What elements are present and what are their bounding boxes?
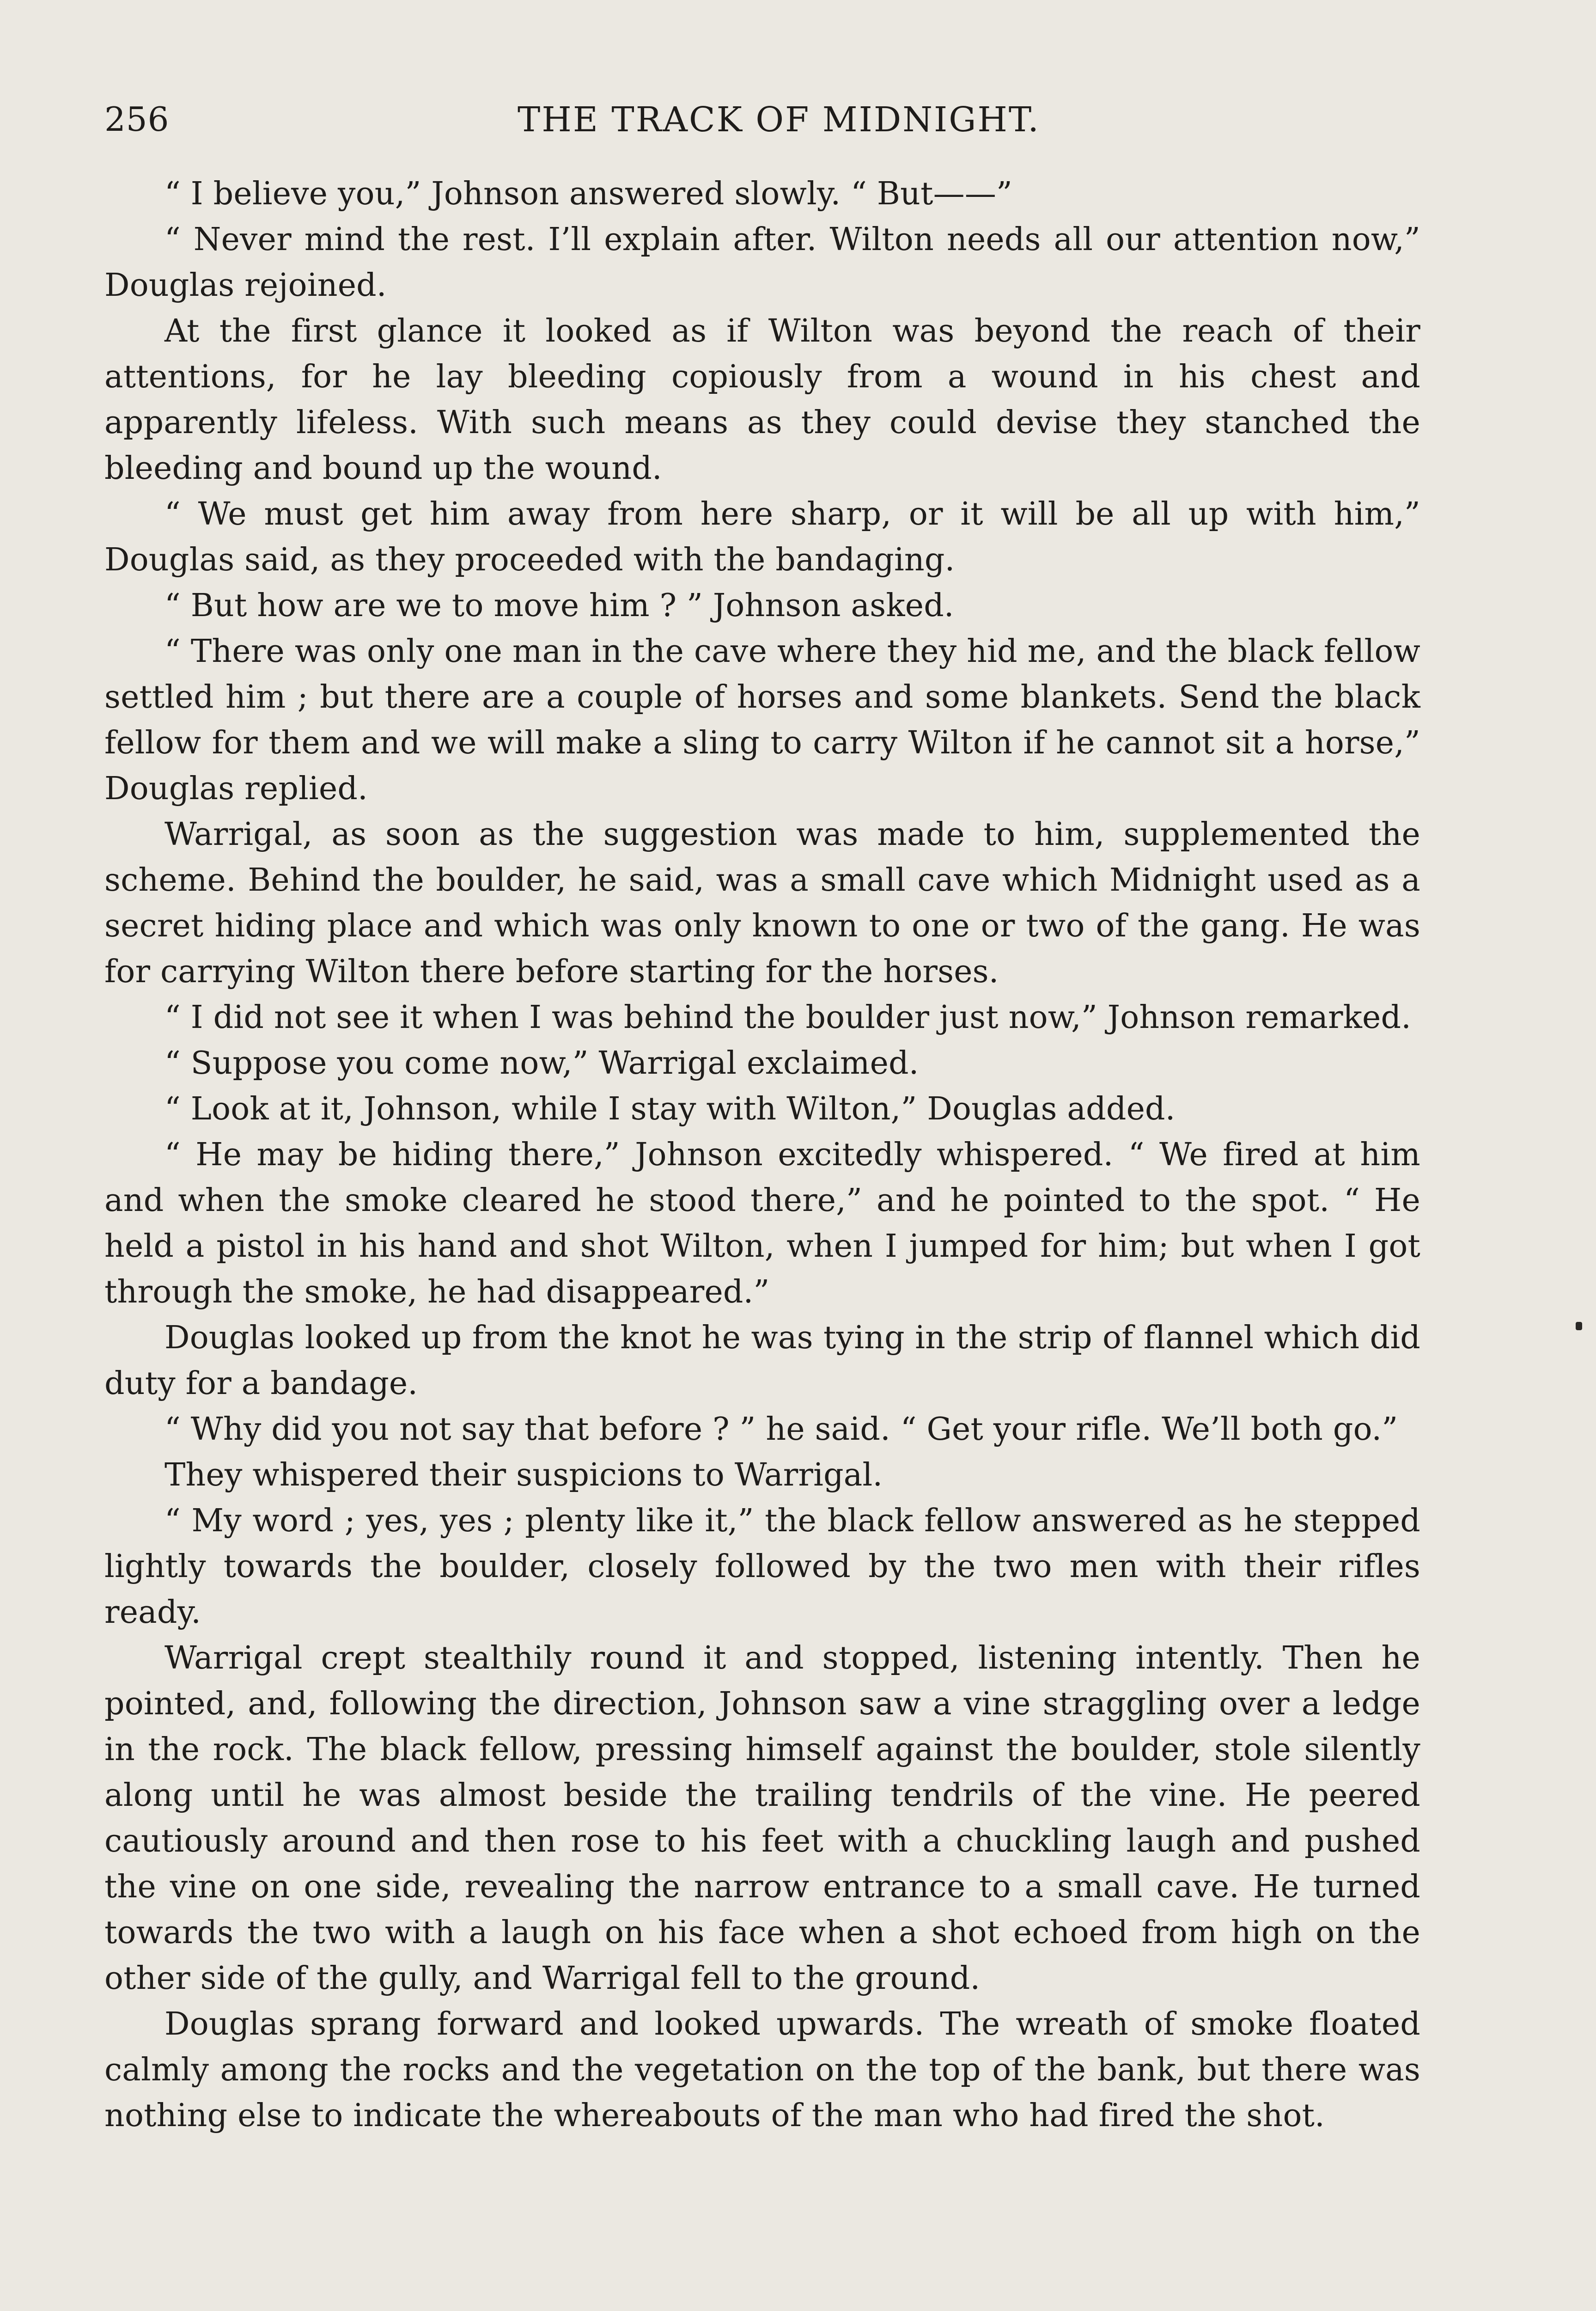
paragraph: Warrigal, as soon as the suggestion was made to him, supplemented the scheme. Behind the boulder, he said, was a small cave which Midnight used as a secret hiding place and which was only known to one or two of the gang. He was for carrying Wilton there before starting for the horses. bbox=[104, 816, 1420, 990]
page-number: 256 bbox=[104, 100, 170, 139]
paragraph: “ Look at it, Johnson, while I stay with Wilton,” Douglas added. bbox=[164, 1091, 1176, 1127]
running-head: THE TRACK OF MIDNIGHT. bbox=[518, 100, 1040, 140]
paragraph: Douglas looked up from the knot he was tying in the strip of flannel which did duty for a bandage. bbox=[104, 1320, 1420, 1402]
paragraph: “ I did not see it when I was behind the boulder just now,” Johnson remarked. bbox=[164, 999, 1412, 1036]
paragraph: They whispered their suspicions to Warrigal. bbox=[164, 1457, 883, 1493]
paragraph: At the first glance it looked as if Wilton was beyond the reach of their attentions, for he lay bleeding copiously from a wound in his chest and apparently lifeless. With such means as they could devise they stanched the bleeding and bound up the wound. bbox=[104, 313, 1420, 487]
paragraph: “ Never mind the rest. I’ll explain after. Wilton needs all our attention now,” Douglas rejoined. bbox=[104, 221, 1420, 304]
paragraph: “ But how are we to move him ? ” Johnson asked. bbox=[164, 587, 954, 624]
paragraph: “ Suppose you come now,” Warrigal exclaimed. bbox=[164, 1045, 919, 1082]
paragraph: “ There was only one man in the cave where they hid me, and the black fellow settled him ; but there are a couple of horses and some blankets. Send the black fellow for them and we will make a sling to carry Wilton if he cannot sit a horse,” Douglas replied. bbox=[104, 633, 1420, 807]
paragraph: “ We must get him away from here sharp, or it will be all up with him,” Douglas said, as they proceeded with the bandaging. bbox=[104, 496, 1420, 578]
body-text bbox=[104, 171, 1420, 2139]
paragraph: “ My word ; yes, yes ; plenty like it,” the black fellow answered as he stepped lightly towards the boulder, closely followed by the two men with their rifles ready. bbox=[104, 1503, 1420, 1631]
paragraph: Warrigal crept stealthily round it and stopped, listening intently. Then he pointed, and, following the direction, Johnson saw a vine straggling over a ledge in the rock. The black fellow, pressing himself against the boulder, stole silently along until he was almost beside the trailing tendrils of the vine. He peered cautiously around and then rose to his feet with a chuckling laugh and pushed the vine on one side, revealing the narrow entrance to a small cave. He turned towards the two with a laugh on his face when a shot echoed from high on the other side of the gully, and Warrigal fell to the ground. bbox=[104, 1640, 1420, 1997]
page-edge-mark bbox=[1576, 1322, 1582, 1330]
paragraph: “ I believe you,” Johnson answered slowly. “ But——” bbox=[164, 176, 1012, 212]
paragraph: “ Why did you not say that before ? ” he said. “ Get your rifle. We’ll both go.” bbox=[164, 1411, 1398, 1448]
paragraph: Douglas sprang forward and looked upwards. The wreath of smoke floated calmly among the rocks and the vegetation on the top of the bank, but there was nothing else to indicate the whereabouts of the man who had fired the shot. bbox=[104, 2006, 1420, 2134]
paragraph: “ He may be hiding there,” Johnson excitedly whispered. “ We fired at him and when the smoke cleared he stood there,” and he pointed to the spot. “ He held a pistol in his hand and shot Wilton, when I jumped for him; but when I got through the smoke, he had disappeared.” bbox=[104, 1137, 1420, 1310]
